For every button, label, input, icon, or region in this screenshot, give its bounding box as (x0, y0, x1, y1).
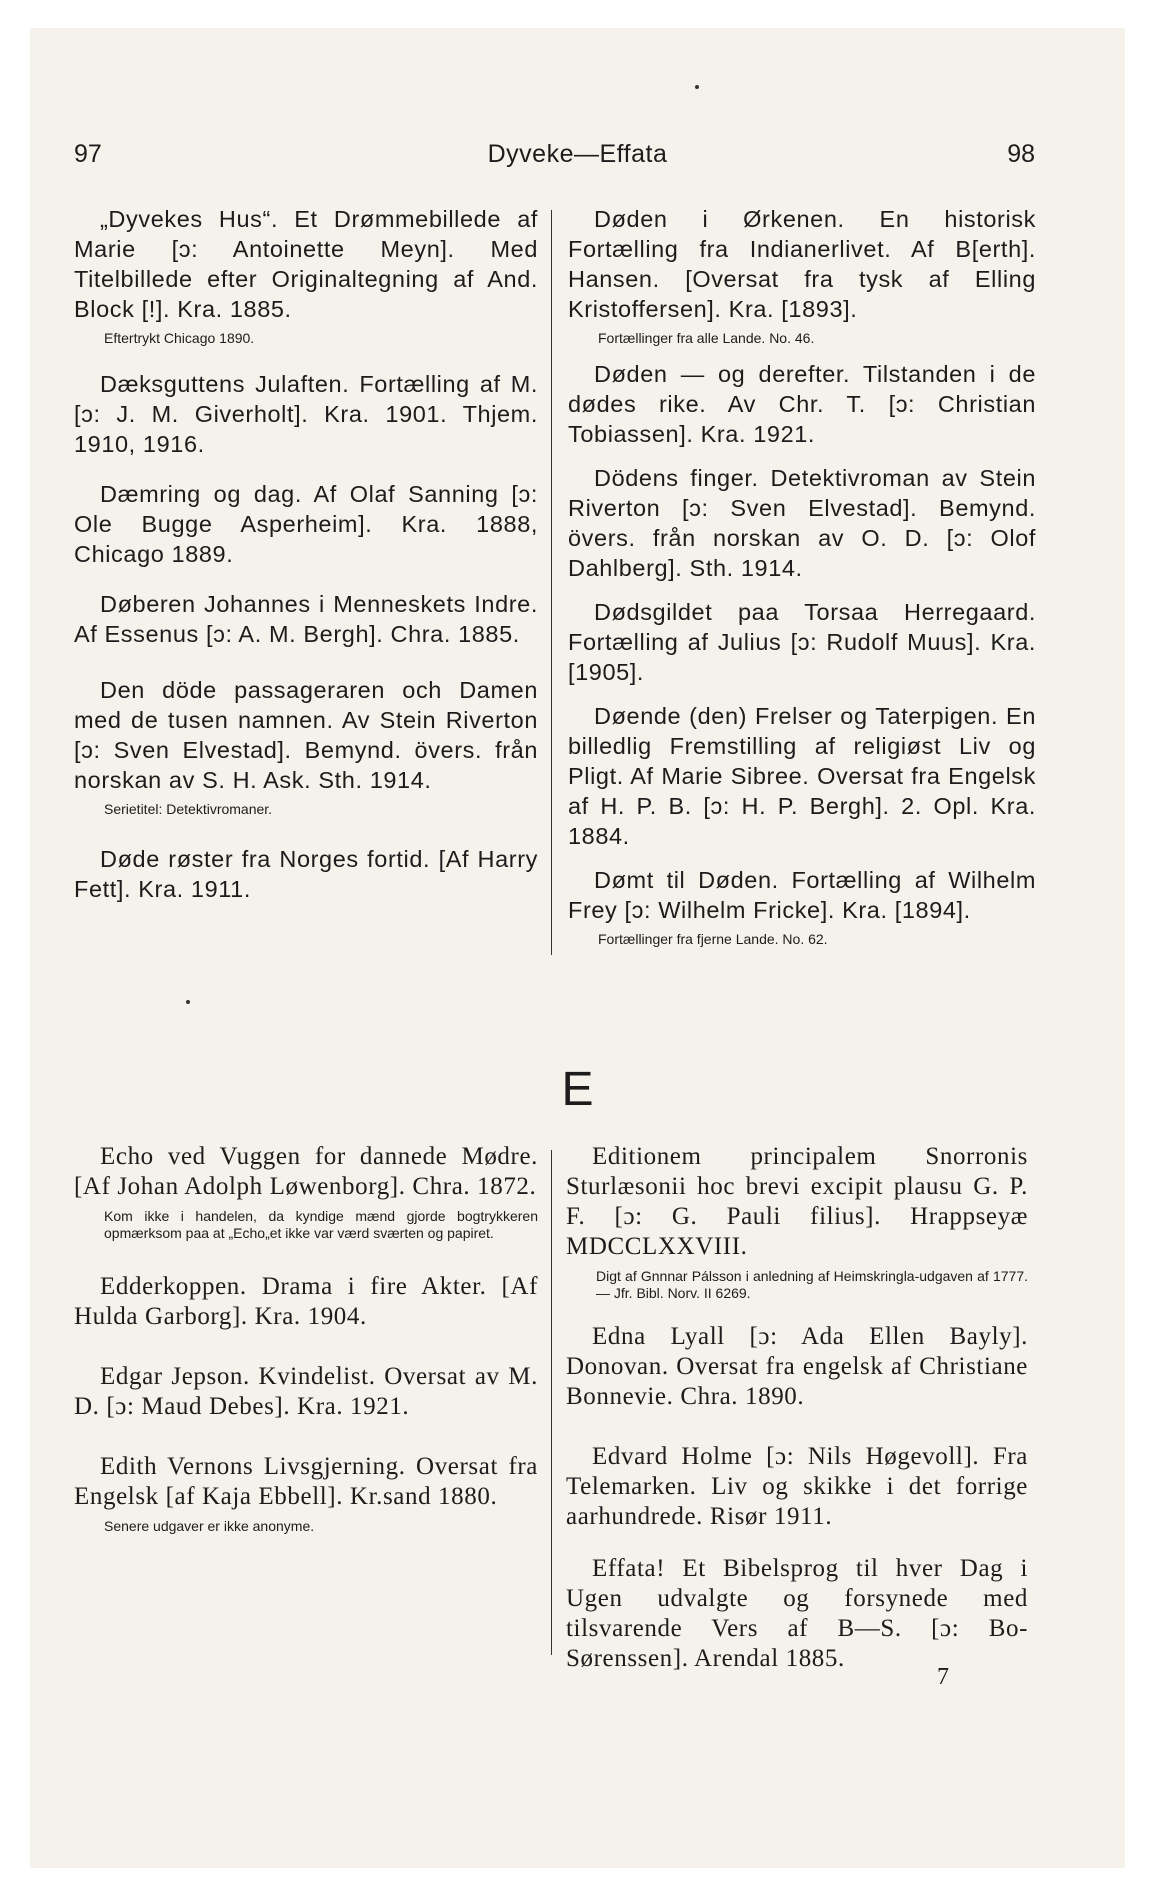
entry-text: Dæksguttens Julaften. Fortælling af M. [ɔ: J. M. Giverholt]. Kra. 1901. Thjem. 1910, 1916. (74, 371, 538, 457)
entry-text: Dödens finger. Detektivroman av Stein Riverton [ɔ: Sven Elvestad]. Bemynd. övers. från norskan av O. D. [ɔ: Olof Dahlberg]. Sth. 1914. (568, 465, 1036, 581)
catalog-entry (74, 369, 538, 459)
column-top-left (74, 204, 538, 924)
entry-text: Dømt til Døden. Fortælling af Wilhelm Frey [ɔ: Wilhelm Fricke]. Kra. [1894]. (568, 867, 1036, 923)
entry-text: Edna Lyall [ɔ: Ada Ellen Bayly]. Donovan. Oversat fra engelsk af Christiane Bonnevie. Chra. 1890. (566, 1323, 1028, 1410)
catalog-entry (568, 204, 1036, 347)
entry-text: Editionem principalem Snorronis Sturlæsonii hoc brevi excipit plausu G. P. F. [ɔ: G. Pauli filius]. Hrappseyæ MDCCLXXVIII. (566, 1143, 1028, 1260)
catalog-entry (566, 1442, 1028, 1532)
column-top-right (568, 204, 1036, 968)
catalog-entry (74, 1142, 538, 1242)
catalog-entry (74, 675, 538, 818)
catalog-entry (566, 1322, 1028, 1412)
entry-text: Edgar Jepson. Kvindelist. Oversat av M. D. [ɔ: Maud Debes]. Kra. 1921. (74, 1363, 538, 1420)
catalog-entry (74, 1452, 538, 1535)
catalog-entry (568, 597, 1036, 687)
catalog-entry (568, 865, 1036, 948)
speck-mark (695, 85, 699, 89)
catalog-entry (74, 204, 538, 347)
entry-text: Døden i Ørkenen. En historisk Fortælling fra Indianerlivet. Af B[erth]. Hansen. [Oversat fra tysk af Elling Kristoffersen]. Kra. [1893]. (568, 206, 1036, 322)
entry-text: Døden — og derefter. Tilstanden i de dødes rike. Av Chr. T. [ɔ: Christian Tobiassen]. Kra. 1921. (568, 361, 1036, 447)
entry-note: Digt af Gnnnar Pálsson i anledning af Heimskringla-udgaven af 1777. — Jfr. Bibl. Norv. II 6269. (596, 1268, 1028, 1301)
column-bottom-left (74, 1142, 538, 1555)
entry-text: Echo ved Vuggen for dannede Mødre. [Af Johan Adolph Løwenborg]. Chra. 1872. (74, 1143, 538, 1200)
entry-text: Effata! Et Bibelsprog til hver Dag i Ugen udvalgte og forsynede med tilsvarende Vers af B—S. [ɔ: Bo-Sørenssen]. Arendal 1885. (566, 1555, 1028, 1672)
entry-note: Serietitel: Detektivromaner. (104, 801, 273, 817)
catalog-entry (566, 1554, 1028, 1674)
catalog-entry (568, 701, 1036, 851)
running-title: Dyveke—Effata (487, 140, 668, 168)
entry-text: Dødsgildet paa Torsaa Herregaard. Fortælling af Julius [ɔ: Rudolf Muus]. Kra. [1905]. (568, 599, 1036, 685)
speck-mark (186, 1000, 190, 1004)
left-page-number: 97 (74, 140, 102, 168)
catalog-entry (568, 359, 1036, 449)
column-bottom-right (566, 1142, 1028, 1694)
entry-text: Edvard Holme [ɔ: Nils Høgevoll]. Fra Telemarken. Liv og skikke i det forrige aarhundrede. Risør 1911. (566, 1443, 1028, 1530)
entry-text: Døde røster fra Norges fortid. [Af Harry Fett]. Kra. 1911. (74, 846, 538, 902)
catalog-entry (74, 589, 538, 649)
entry-note: Eftertrykt Chicago 1890. (104, 330, 255, 346)
catalog-entry (74, 1272, 538, 1332)
entry-text: Døberen Johannes i Menneskets Indre. Af Essenus [ɔ: A. M. Bergh]. Chra. 1885. (74, 591, 538, 647)
catalog-entry (74, 1362, 538, 1422)
right-page-number: 98 (1007, 140, 1035, 168)
entry-text: „Dyvekes Hus“. Et Drømmebillede af Marie [ɔ: Antoinette Meyn]. Med Titelbillede efter Originaltegning af And. Block [!]. Kra. 1885. (74, 206, 538, 322)
column-divider (551, 1150, 552, 1655)
entry-text: Den döde passageraren och Damen med de tusen namnen. Av Stein Riverton [ɔ: Sven Elvestad]. Bemynd. övers. från norskan av S. H. Ask. Sth. 1914. (74, 677, 538, 793)
entry-note: Fortællinger fra fjerne Lande. No. 62. (598, 931, 828, 947)
catalog-entry (568, 463, 1036, 583)
entry-text: Dæmring og dag. Af Olaf Sanning [ɔ: Ole Bugge Asperheim]. Kra. 1888, Chicago 1889. (74, 481, 538, 567)
entry-text: Døende (den) Frelser og Taterpigen. En billedlig Fremstilling af religiøst Liv og Pligt. Af Marie Sibree. Oversat fra Engelsk af H. P. B. [ɔ: H. P. Bergh]. 2. Opl. Kra. 1884. (568, 703, 1036, 849)
entry-text: Edderkoppen. Drama i fire Akter. [Af Hulda Garborg]. Kra. 1904. (74, 1273, 538, 1330)
entry-note: Fortællinger fra alle Lande. No. 46. (598, 330, 815, 346)
section-letter: E (561, 1063, 594, 1116)
entry-note: Kom ikke i handelen, da kyndige mænd gjorde bogtrykkeren opmærksom paa at „Echo„et ikke var værd sværten og papiret. (104, 1208, 538, 1241)
catalog-entry (74, 479, 538, 569)
entry-note: Senere udgaver er ikke anonyme. (104, 1518, 315, 1534)
footer-page-number: 7 (937, 1664, 949, 1690)
catalog-entry (74, 844, 538, 904)
column-divider (551, 210, 552, 955)
catalog-entry (566, 1142, 1028, 1302)
entry-text: Edith Vernons Livsgjerning. Oversat fra Engelsk [af Kaja Ebbell]. Kr.sand 1880. (74, 1453, 538, 1510)
